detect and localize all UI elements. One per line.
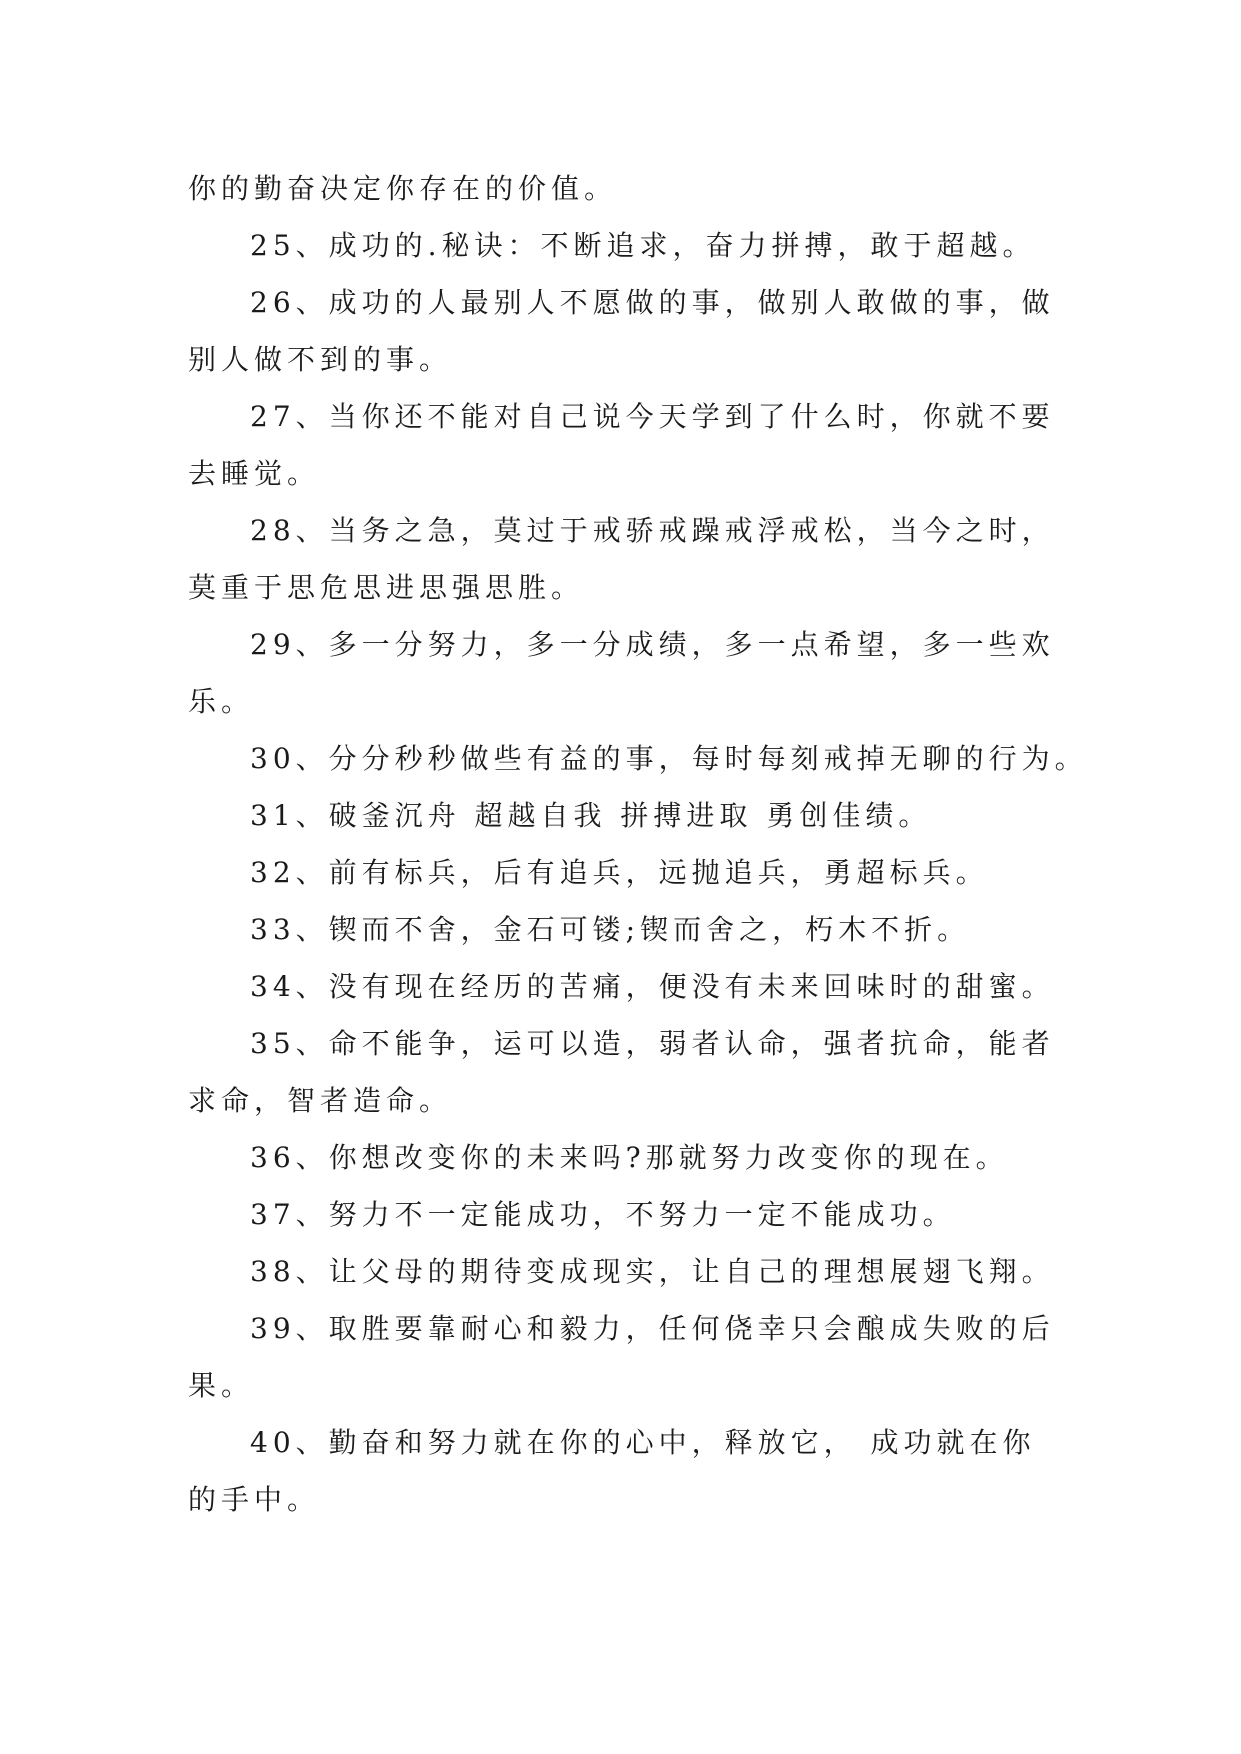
quote-25: 25、成功的.秘诀：不断追求，奋力拼搏，敢于超越。 bbox=[250, 229, 1036, 262]
text-line-continuation: 你的勤奋决定你存在的价值。 bbox=[188, 172, 618, 205]
quote-34: 34、没有现在经历的苦痛，便没有未来回味时的甜蜜。 bbox=[250, 970, 1055, 1003]
quote-29: 29、多一分努力，多一分成绩，多一点希望，多一些欢 bbox=[250, 628, 1055, 661]
quote-28-continuation: 莫重于思危思进思强思胜。 bbox=[188, 571, 585, 604]
quote-33: 33、锲而不舍，金石可镂;锲而舍之，朽木不折。 bbox=[250, 913, 971, 946]
quote-35: 35、命不能争，运可以造，弱者认命，强者抗命，能者 bbox=[250, 1027, 1055, 1060]
quote-26: 26、成功的人最别人不愿做的事，做别人敢做的事，做 bbox=[250, 286, 1055, 319]
document-body bbox=[188, 160, 1088, 1528]
quote-37: 37、努力不一定能成功，不努力一定不能成功。 bbox=[250, 1198, 956, 1231]
quote-30: 30、分分秒秒做些有益的事，每时每刻戒掉无聊的行为。 bbox=[250, 742, 1088, 775]
quote-39-continuation: 果。 bbox=[188, 1369, 255, 1402]
quote-27: 27、当你还不能对自己说今天学到了什么时，你就不要 bbox=[250, 400, 1055, 433]
quote-38: 38、让父母的期待变成现实，让自己的理想展翅飞翔。 bbox=[250, 1255, 1055, 1288]
quote-28: 28、当务之急，莫过于戒骄戒躁戒浮戒松，当今之时， bbox=[250, 514, 1055, 547]
quote-31: 31、破釜沉舟 超越自我 拼搏进取 勇创佳绩。 bbox=[250, 799, 932, 832]
quote-40-continuation: 的手中。 bbox=[188, 1483, 321, 1516]
quote-40: 40、勤奋和努力就在你的心中，释放它， 成功就在你 bbox=[250, 1426, 1036, 1459]
quote-27-continuation: 去睡觉。 bbox=[188, 457, 321, 490]
quote-29-continuation: 乐。 bbox=[188, 685, 255, 718]
quote-35-continuation: 求命，智者造命。 bbox=[188, 1084, 453, 1117]
quote-32: 32、前有标兵，后有追兵，远抛追兵，勇超标兵。 bbox=[250, 856, 989, 889]
quote-39: 39、取胜要靠耐心和毅力，任何侥幸只会酿成失败的后 bbox=[250, 1312, 1055, 1345]
quote-26-continuation: 别人做不到的事。 bbox=[188, 343, 453, 376]
quote-36: 36、你想改变你的未来吗?那就努力改变你的现在。 bbox=[250, 1141, 1009, 1174]
